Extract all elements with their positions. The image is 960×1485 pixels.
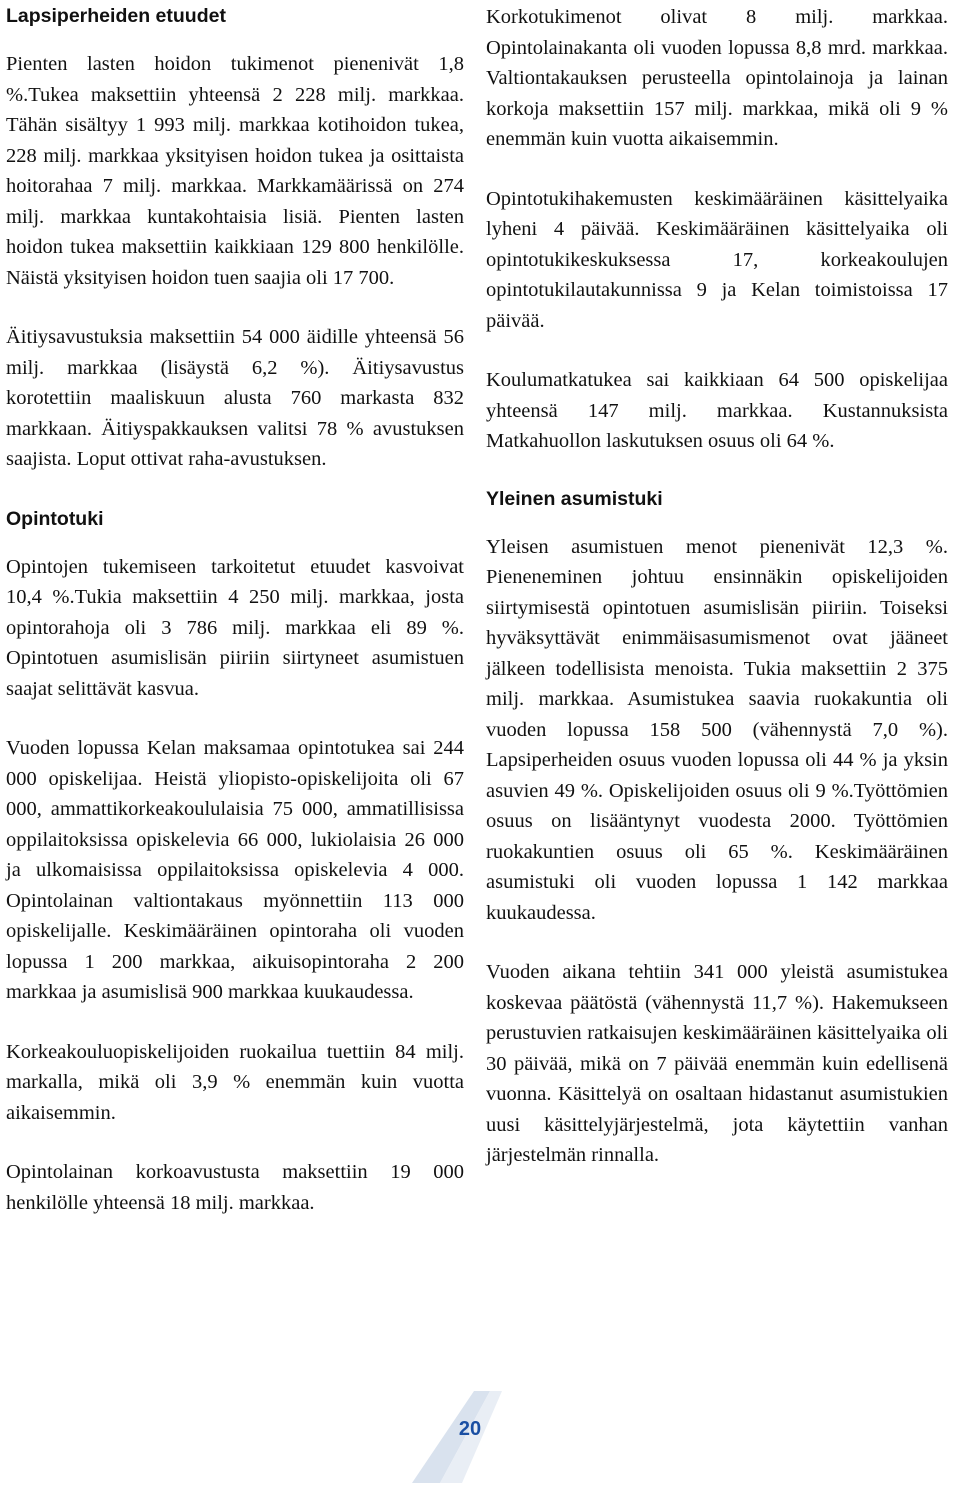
paragraph-loan-interest-aid: Opintolainan korkoavustusta maksettiin 19 000 henkilölle yhteensä 18 milj. markkaa. <box>6 1161 464 1214</box>
paragraph-interest-subsidy: Korkotukimenot olivat 8 milj. markkaa. Opintolainakanta oli vuoden lopussa 8,8 mrd. markkaa. Valtiontakauksen perusteella opintolainoja ja lainan korkoja maksettiin 157 milj. markkaa, mikä oli 9 % enemmän kuin vuotta aikaisemmin. <box>486 6 948 150</box>
right-column <box>486 0 948 1200</box>
page-number: 20 <box>458 1418 482 1440</box>
left-column <box>6 0 464 1247</box>
paragraph-maternity-grant: Äitiysavustuksia maksettiin 54 000 äidille yhteensä 56 milj. markkaa (lisäystä 6,2 %). Äitiysavustus korotettiin maaliskuun alusta 760 markasta 832 markkaan. Äitiyspakkauksen valitsi 78 % avustuksen saajista. Loput ottivat raha-avustuksen. <box>6 326 464 470</box>
paragraph-processing-time: Opintotukihakemusten keskimääräinen käsittelyaika lyheni 4 päivää. Keskimääräinen käsittelyaika oli opintotukikeskuksessa 17, korkeakoulujen opintotukilautakunnissa 9 ja Kelan toimistoissa 17 päivää. <box>486 187 948 332</box>
section-heading-housing-allowance: Yleinen asumistuki <box>486 487 663 510</box>
section-heading-family-benefits: Lapsiperheiden etuudet <box>6 5 226 27</box>
paragraph-housing-allowance-spending: Yleisen asumistuen menot pienenivät 12,3 %. Pieneneminen johtuu ensinnäkin opiskelijoiden siirtymisestä opintotuen asumislisän piiriin. Toiseksi hyväksyttävät enimmäisasumismenot ovat jääneet jälkeen todellisista menoista. Tukia maksettiin 2 375 milj. markkaa. Asumistukea saavia ruokakuntia oli vuoden lopussa 158 500 (vähennystä 7,0 %). Lapsiperheiden osuus vuoden lopussa oli 44 % ja yksin asuvien 49 %. Opiskelijoiden osuus oli 9 %.Työttömien osuus on lisääntynyt vuodesta 2000. Työttömien ruokakuntien osuus oli 65 %. Keskimääräinen asumistuki oli vuoden lopussa 1 142 markkaa kuukaudessa. <box>486 535 948 924</box>
paragraph-student-meals: Korkeakouluopiskelijoiden ruokailua tuettiin 84 milj. markalla, mikä oli 3,9 % enemmän kuin vuotta aikaisemmin. <box>6 1040 464 1124</box>
paragraph-housing-allowance-decisions: Vuoden aikana tehtiin 341 000 yleistä asumistukea koskevaa päätöstä (vähennystä 11,7 %). Hakemukseen perustuvien ratkaisujen keskimääräinen käsittelyaika oli 30 päivää, mikä on 7 päivää enemmän kuin edellisenä vuonna. Käsittelyä on osaltaan hidastanut asumistukien uusi käsittelyjärjestelmä, jota käytettiin vanhan järjestelmän rinnalla. <box>486 961 948 1166</box>
paragraph-student-aid-spending: Opintojen tukemiseen tarkoitetut etuudet kasvoivat 10,4 %.Tukia maksettiin 4 250 milj. markkaa, josta opintorahoja oli 3 786 milj. markkaa eli 89 %. Opintotuen asumislisän piiriin siirtyneet asumistuen saajat selittävät kasvua. <box>6 555 464 700</box>
paragraph-school-transport: Koulumatkatukea sai kaikkiaan 64 500 opiskelijaa yhteensä 147 milj. markkaa. Kustannuksista Matkahuollon laskutuksen osuus oli 64 %. <box>486 369 948 452</box>
paragraph-child-care-support: Pienten lasten hoidon tukimenot pienenivät 1,8 %.Tukea maksettiin yhteensä 2 228 milj. markkaa. Tähän sisältyy 1 993 milj. markkaa kotihoidon tukea, 228 milj. markkaa yksityisen hoidon tukea ja osittaista hoitorahaa 7 milj. markkaa. Markkamäärissä on 274 milj. markkaa kuntakohtaisia lisiä. Pienten lasten hoidon tukea maksettiin kaikkiaan 129 800 henkilölle. Näistä yksityisen hoidon tuen saajia oli 17 700. <box>6 53 464 289</box>
section-heading-student-aid: Opintotuki <box>6 507 104 530</box>
paragraph-student-aid-recipients: Vuoden lopussa Kelan maksamaa opintotukea sai 244 000 opiskelijaa. Heistä yliopisto-opiskelijoita oli 67 000, ammattikorkeakoululaisia 75 000, ammatillisissa oppilaitoksissa opiskelevia 66 000, lukiolaisia 26 000 ja ulkomaisissa oppilaitoksissa opiskelevia 4 000. Opintolainan valtiontakaus myönnettiin 113 000 opiskelijalle. Keskimääräinen opintoraha oli vuoden lopussa 1 200 markkaa, aikuisopintoraha 2 200 markkaa ja asumislisä 900 markkaa kuukaudessa. <box>6 737 464 1003</box>
